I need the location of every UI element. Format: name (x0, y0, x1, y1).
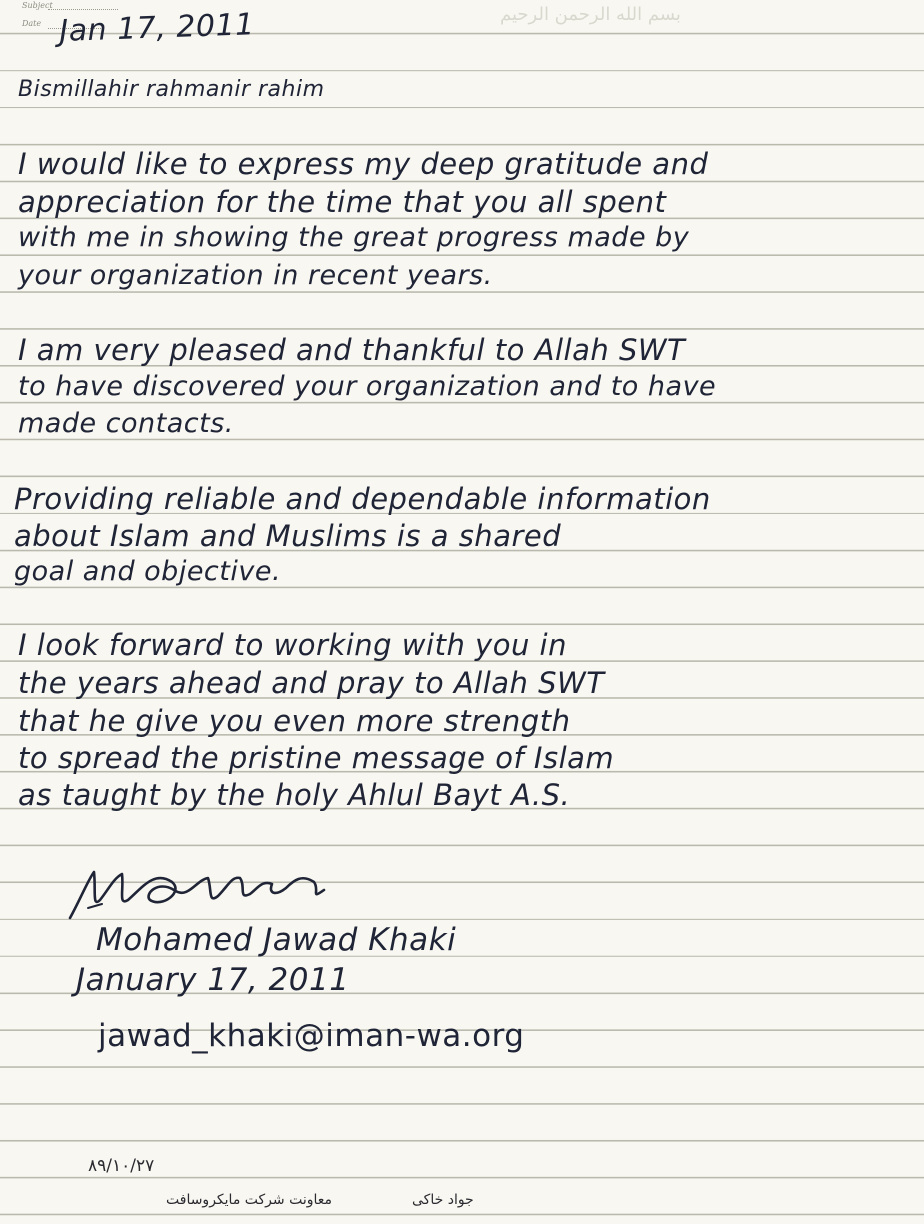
paragraph-2-line-2: to have discovered your organization and to have (18, 371, 717, 402)
persian-title: معاونت شرکت مایکروسافت (166, 1192, 333, 1208)
letter-date: Jan 17, 2011 (58, 7, 256, 50)
persian-date: ۸۹/۱۰/۲۷ (88, 1156, 155, 1176)
paragraph-4-line-4: to spread the pristine message of Islam (18, 741, 615, 775)
subject-line (48, 9, 118, 10)
persian-name: جواد خاکی (412, 1192, 474, 1208)
paragraph-4-line-2: the years ahead and pray to Allah SWT (18, 666, 605, 700)
paragraph-3-line-2: about Islam and Muslims is a shared (14, 519, 562, 553)
paragraph-1-line-4: your organization in recent years. (18, 260, 493, 291)
paragraph-4-line-1: I look forward to working with you in (18, 628, 567, 662)
paragraph-2-line-3: made contacts. (18, 408, 234, 439)
signer-email: jawad_khaki@iman-wa.org (98, 1018, 525, 1054)
salutation: Bismillahir rahmanir rahim (18, 77, 325, 102)
signer-name: Mohamed Jawad Khaki (96, 922, 457, 958)
paragraph-4-line-3: that he give you even more strength (18, 704, 571, 738)
paragraph-1-line-2: appreciation for the time that you all spent (18, 185, 667, 219)
paragraph-2-line-1: I am very pleased and thankful to Allah SWT (18, 333, 686, 367)
show-through-text: بسم الله الرحمن الرحیم (500, 4, 681, 25)
paragraph-1-line-1: I would like to express my deep gratitude and (18, 147, 709, 181)
paragraph-3-line-1: Providing reliable and dependable information (14, 482, 711, 516)
paragraph-3-line-3: goal and objective. (14, 556, 282, 587)
sign-date: January 17, 2011 (76, 962, 350, 998)
paragraph-1-line-3: with me in showing the great progress made by (18, 222, 690, 253)
subject-label: Subject (22, 1, 53, 10)
date-label: Date (22, 19, 42, 28)
paragraph-4-line-5: as taught by the holy Ahlul Bayt A.S. (18, 778, 571, 812)
signature (62, 860, 352, 930)
